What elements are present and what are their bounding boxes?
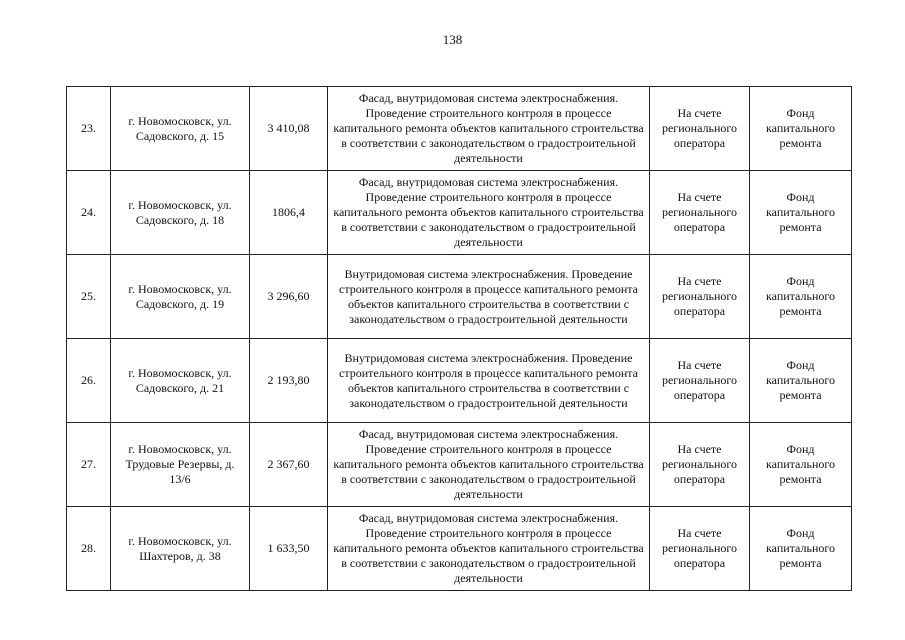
address-cell: г. Новомосковск, ул. Садовского, д. 19 — [111, 255, 250, 339]
page-number: 138 — [442, 32, 463, 47]
works-cell: Внутридомовая система электроснабжения. Проведение строительного контроля в процессе капитального ремонта объектов капитального строительства в соответствии с законодательством о градостроительной деятельности — [328, 255, 650, 339]
fund-cell: Фонд капитального ремонта — [750, 423, 852, 507]
works-cell: Внутридомовая система электроснабжения. Проведение строительного контроля в процессе капитального ремонта объектов капитального строительства в соответствии с законодательством о градостроительной деятельности — [328, 339, 650, 423]
row-number-cell: 28. — [67, 507, 111, 591]
payer-cell: На счете регионального оператора — [650, 255, 750, 339]
works-cell: Фасад, внутридомовая система электроснабжения. Проведение строительного контроля в процессе капитального ремонта объектов капитального строительства в соответствии с законодательством о градостроительной деятельности — [328, 87, 650, 171]
area-cell: 2 193,80 — [250, 339, 328, 423]
row-number-cell: 25. — [67, 255, 111, 339]
payer-cell: На счете регионального оператора — [650, 423, 750, 507]
address-cell: г. Новомосковск, ул. Трудовые Резервы, д. 13/6 — [111, 423, 250, 507]
table-row — [67, 507, 852, 591]
fund-cell: Фонд капитального ремонта — [750, 255, 852, 339]
row-number-cell: 26. — [67, 339, 111, 423]
address-cell: г. Новомосковск, ул. Садовского, д. 21 — [111, 339, 250, 423]
area-cell: 1806,4 — [250, 171, 328, 255]
table-row — [67, 87, 852, 171]
row-number-cell: 23. — [67, 87, 111, 171]
area-cell: 3 296,60 — [250, 255, 328, 339]
works-cell: Фасад, внутридомовая система электроснабжения. Проведение строительного контроля в процессе капитального ремонта объектов капитального строительства в соответствии с законодательством о градостроительной деятельности — [328, 507, 650, 591]
fund-cell: Фонд капитального ремонта — [750, 171, 852, 255]
fund-cell: Фонд капитального ремонта — [750, 507, 852, 591]
table-row — [67, 171, 852, 255]
works-cell: Фасад, внутридомовая система электроснабжения. Проведение строительного контроля в процессе капитального ремонта объектов капитального строительства в соответствии с законодательством о градостроительной деятельности — [328, 171, 650, 255]
payer-cell: На счете регионального оператора — [650, 339, 750, 423]
area-cell: 1 633,50 — [250, 507, 328, 591]
area-cell: 3 410,08 — [250, 87, 328, 171]
area-cell: 2 367,60 — [250, 423, 328, 507]
table-row — [67, 339, 852, 423]
fund-cell: Фонд капитального ремонта — [750, 339, 852, 423]
works-table — [66, 86, 852, 591]
address-cell: г. Новомосковск, ул. Шахтеров, д. 38 — [111, 507, 250, 591]
row-number-cell: 24. — [67, 171, 111, 255]
table-row — [67, 255, 852, 339]
address-cell: г. Новомосковск, ул. Садовского, д. 15 — [111, 87, 250, 171]
row-number-cell: 27. — [67, 423, 111, 507]
fund-cell: Фонд капитального ремонта — [750, 87, 852, 171]
works-cell: Фасад, внутридомовая система электроснабжения. Проведение строительного контроля в процессе капитального ремонта объектов капитального строительства в соответствии с законодательством о градостроительной деятельности — [328, 423, 650, 507]
table-row — [67, 423, 852, 507]
payer-cell: На счете регионального оператора — [650, 87, 750, 171]
works-table-body — [67, 87, 852, 591]
payer-cell: На счете регионального оператора — [650, 507, 750, 591]
payer-cell: На счете регионального оператора — [650, 171, 750, 255]
address-cell: г. Новомосковск, ул. Садовского, д. 18 — [111, 171, 250, 255]
